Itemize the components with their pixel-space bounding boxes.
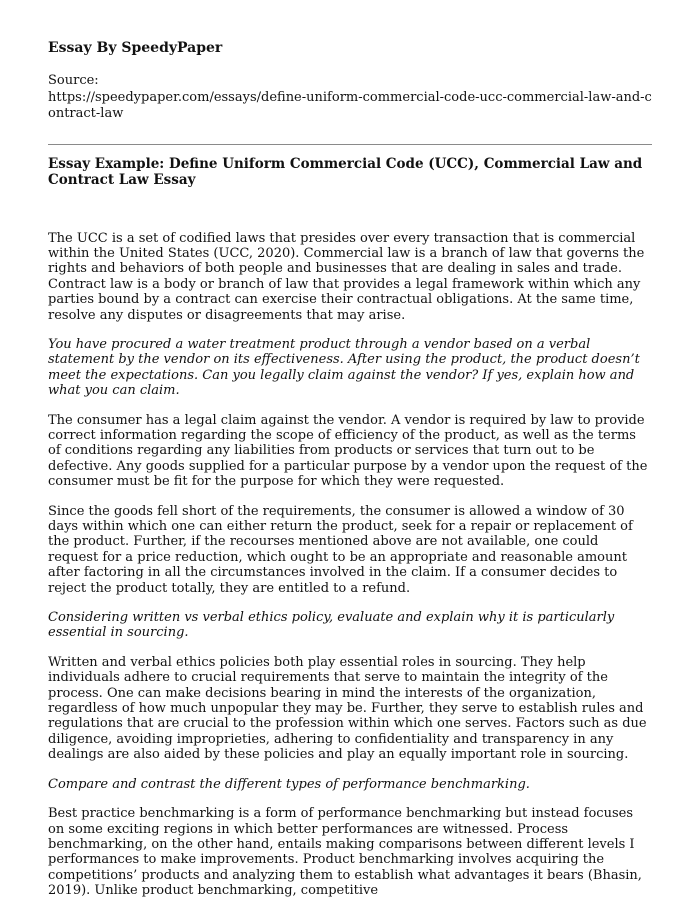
question-ethics-policy: Considering written vs verbal ethics policy, evaluate and explain why it is particularly essential in sourcing. [48, 610, 615, 641]
brand-heading: Essay By SpeedyPaper [48, 40, 223, 56]
header-divider [48, 144, 652, 145]
question-vendor-claim: You have procured a water treatment product through a vendor based on a verbal statement by the vendor on its effectiveness. After using the product, the product doesn’t meet the expectations. Can you legally claim against the vendor? If yes, explain how and what you can claim. [48, 336, 640, 399]
source-url[interactable]: https://speedypaper.com/essays/define-uniform-commercial-code-ucc-commercial-law-and-contract-law [48, 89, 652, 121]
answer-paragraph: Written and verbal ethics policies both play essential roles in sourcing. They help individuals adhere to crucial requirements that serve to maintain the integrity of the process. One can make decisions bearing in mind the interests of the organization, regardless of how much unpopular they may be. Further, they serve to establish rules and regulations that are crucial to the profession within which one serves. Factors such as due diligence, avoiding improprieties, adhering to confidentiality and transparency in any dealings are also aided by these policies and play an equally important role in sourcing. [48, 654, 647, 763]
source-label: Source: [48, 73, 99, 88]
question-benchmarking: Compare and contrast the different types of performance benchmarking. [48, 776, 530, 792]
essay-page [48, 40, 652, 913]
answer-paragraph: The consumer has a legal claim against the vendor. A vendor is required by law to provide correct information regarding the scope of efficiency of the product, as well as the terms of conditions regarding any liabilities from products or services that turn out to be defective. Any goods supplied for a particular purpose by a vendor upon the request of the consumer must be fit for the purpose for which they were requested. [48, 412, 648, 490]
answer-paragraph: Since the goods fell short of the requirements, the consumer is allowed a window of 30 days within which one can either return the product, seek for a repair or replacement of the product. Further, if the recourses mentioned above are not available, one could request for a price reduction, which ought to be an appropriate and reasonable amount after factoring in all the circumstances involved in the claim. If a consumer decides to reject the product totally, they are entitled to a refund. [48, 503, 633, 596]
answer-paragraph: Best practice benchmarking is a form of performance benchmarking but instead focuses on some exciting regions in which better performances are witnessed. Process benchmarking, on the other hand, entails making comparisons between different levels I performances to make improvements. Product benchmarking involves acquiring the competitions’ products and analyzing them to establish what advantages it bears (Bhasin, 2019). Unlike product benchmarking, competitive [48, 806, 642, 899]
intro-paragraph: The UCC is a set of codified laws that presides over every transaction that is commercial within the United States (UCC, 2020). Commercial law is a branch of law that governs the rights and behaviors of both people and businesses that are dealing in sales and trade. Contract law is a body or branch of law that provides a legal framework within which any parties bound by a contract can exercise their contractual obligations. At the same time, resolve any disputes or disagreements that may arise. [48, 230, 645, 323]
essay-title: Essay Example: Define Uniform Commercial Code (UCC), Commercial Law and Contract Law Essay [48, 155, 643, 188]
